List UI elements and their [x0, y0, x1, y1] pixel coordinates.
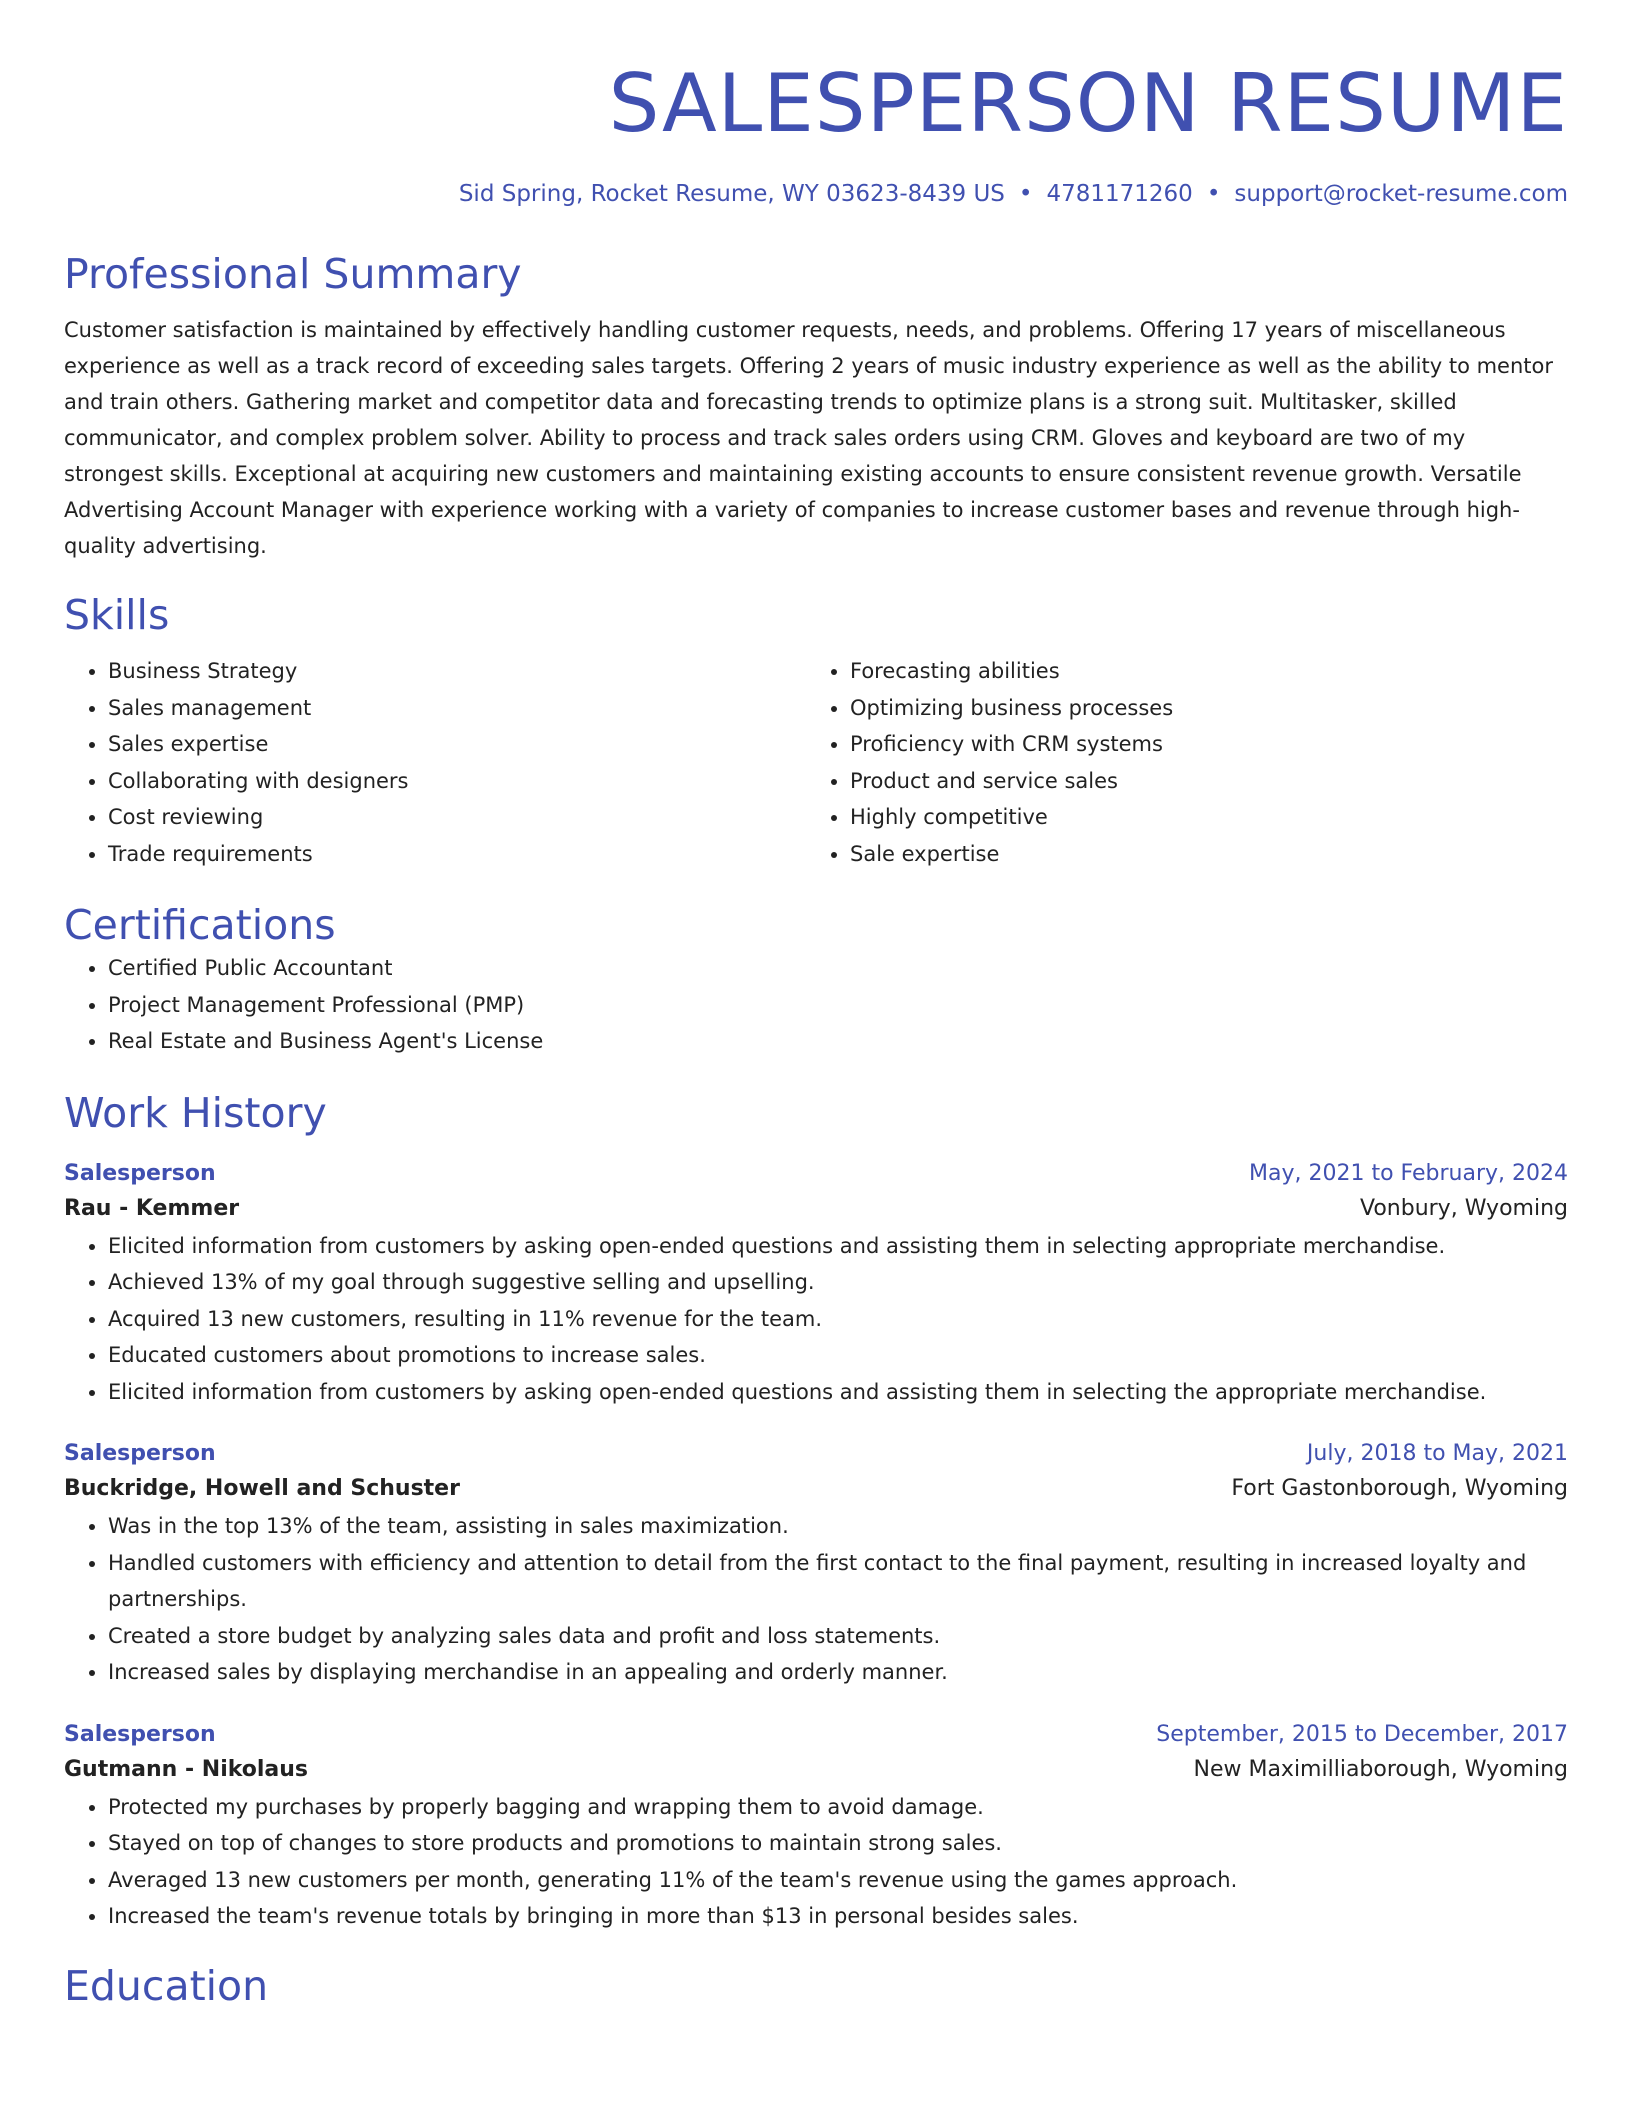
skill-item: • Cost reviewing [108, 799, 806, 836]
job-company: Gutmann - Nikolaus [64, 1756, 309, 1782]
job-bullet: • Handled customers with efficiency and attention to detail from the first contact to the final payment, resulting in increased loyalty and partnerships. [108, 1545, 1568, 1618]
job-title: Salesperson [64, 1160, 216, 1186]
job-bullet: • Stayed on top of changes to store products and promotions to maintain strong sales. [108, 1825, 1568, 1862]
job-title: Salesperson [64, 1721, 216, 1747]
job-bullet: • Increased sales by displaying merchandise in an appealing and orderly manner. [108, 1654, 1568, 1691]
contact-separator: • [1206, 181, 1221, 207]
contact-phone: 4781171260 [1046, 181, 1193, 207]
contact-email: support@rocket-resume.com [1234, 181, 1568, 207]
job-dates: July, 2018 to May, 2021 [1306, 1441, 1568, 1466]
skill-item: • Business Strategy [108, 653, 806, 690]
job-bullets [64, 1508, 1568, 1691]
job-entry [64, 1719, 1568, 1935]
certification-item: • Project Management Professional (PMP) [108, 987, 1568, 1024]
job-bullet: • Elicited information from customers by asking open-ended questions and assisting them in selecting the appropriate merchandise. [108, 1374, 1568, 1411]
job-bullet: • Acquired 13 new customers, resulting in 11% revenue for the team. [108, 1301, 1568, 1338]
job-dates: September, 2015 to December, 2017 [1156, 1721, 1568, 1747]
skill-item: • Forecasting abilities [850, 653, 1548, 690]
job-bullet: • Created a store budget by analyzing sales data and profit and loss statements. [108, 1618, 1568, 1655]
resume-page [64, 0, 1568, 2011]
job-company: Buckridge, Howell and Schuster [64, 1476, 460, 1501]
skills-right-list [806, 653, 1548, 872]
skills-heading: Skills [64, 591, 170, 639]
skill-item: • Trade requirements [108, 836, 806, 873]
summary-heading: Professional Summary [64, 250, 522, 298]
resume-title: SALESPERSON RESUME [608, 57, 1568, 150]
job-bullet: • Averaged 13 new customers per month, generating 11% of the team's revenue using the games approach. [108, 1862, 1568, 1899]
job-title: Salesperson [64, 1441, 216, 1466]
job-bullet: • Achieved 13% of my goal through suggestive selling and upselling. [108, 1264, 1568, 1301]
job-bullet: • Increased the team's revenue totals by bringing in more than $13 in personal besides sales. [108, 1898, 1568, 1935]
job-bullets [64, 1228, 1568, 1411]
skill-item: • Sales management [108, 690, 806, 727]
certification-item: • Certified Public Accountant [108, 950, 1568, 987]
work-history-heading: Work History [64, 1088, 327, 1137]
skill-item: • Highly competitive [850, 799, 1548, 836]
skill-item: • Sales expertise [108, 726, 806, 763]
skill-item: • Proficiency with CRM systems [850, 726, 1548, 763]
job-bullet: • Elicited information from customers by asking open-ended questions and assisting them in selecting appropriate merchandise. [108, 1228, 1568, 1265]
job-bullet: • Educated customers about promotions to increase sales. [108, 1337, 1568, 1374]
contact-separator: • [1018, 181, 1033, 207]
job-location: Vonbury, Wyoming [1359, 1195, 1568, 1221]
skill-item: • Sale expertise [850, 836, 1548, 873]
skill-item: • Product and service sales [850, 763, 1548, 800]
skill-item: • Optimizing business processes [850, 690, 1548, 727]
certification-item: • Real Estate and Business Agent's License [108, 1023, 1568, 1060]
skill-item: • Collaborating with designers [108, 763, 806, 800]
contact-address: Sid Spring, Rocket Resume, WY 03623-8439 US [458, 181, 1005, 207]
skills-columns [64, 653, 1568, 872]
job-bullets [64, 1789, 1568, 1935]
education-heading: Education [64, 1961, 269, 2010]
summary-text: Customer satisfaction is maintained by effectively handling customer requests, needs, and problems. Offering 17 years of miscellaneous experience as well as a track record of exceeding sales targets. Offering 2 years of music industry experience as well as the ability to mentor and train others. Gathering market and competitor data and forecasting trends to optimize plans is a strong suit. Multitasker, skilled communicator, and complex problem solver. Ability to process and track sales orders using CRM. Gloves and keyboard are two of my strongest skills. Exceptional at acquiring new customers and maintaining existing accounts to ensure consistent revenue growth. Versatile Advertising Account Manager with experience working with a variety of companies to increase customer bases and revenue through high-quality advertising. [64, 318, 1554, 558]
job-location: Fort Gastonborough, Wyoming [1231, 1476, 1568, 1501]
certifications-list [64, 950, 1568, 1060]
contact-line [64, 178, 1568, 210]
job-location: New Maximilliaborough, Wyoming [1193, 1756, 1568, 1782]
job-entry [64, 1158, 1568, 1411]
skills-left-list [64, 653, 806, 872]
job-bullet: • Protected my purchases by properly bagging and wrapping them to avoid damage. [108, 1789, 1568, 1826]
job-company: Rau - Kemmer [64, 1195, 240, 1221]
certifications-heading: Certifications [64, 901, 336, 949]
job-entry [64, 1438, 1568, 1691]
job-bullet: • Was in the top 13% of the team, assisting in sales maximization. [108, 1508, 1568, 1545]
job-dates: May, 2021 to February, 2024 [1249, 1160, 1568, 1186]
